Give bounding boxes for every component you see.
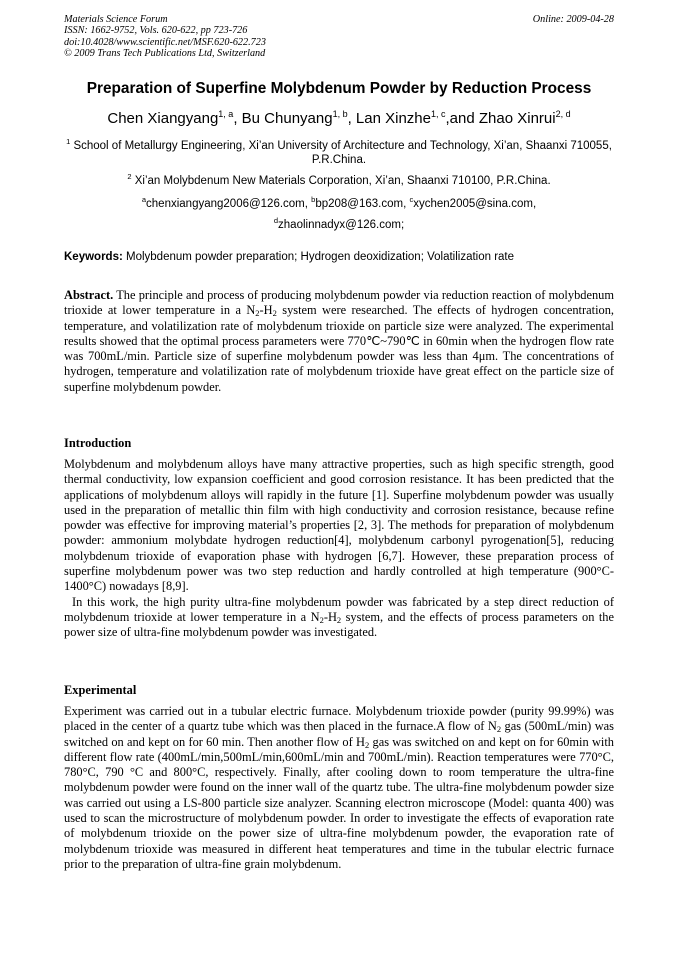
affiliation-2	[64, 174, 614, 188]
email-address: chenxiangyang2006@126.com,	[146, 198, 312, 210]
paragraph-text: system, and the effects of process parameters on the power size of ultra-fine molybdenum powder was investigated.	[64, 609, 614, 640]
email-line-2	[64, 218, 614, 232]
keywords	[64, 251, 614, 263]
affiliation-1	[64, 139, 614, 168]
author-sep: ,and	[445, 110, 479, 127]
subscript: 2	[496, 724, 502, 735]
email-sup: c	[409, 195, 414, 204]
subscript: 2	[255, 308, 260, 319]
paragraph-text: Experiment was carried out in a tubular electric furnace. Molybdenum trioxide powder (purity 99.99%) was placed in the center of a quartz tube which was then placed in the furnace.A flow of N	[64, 704, 614, 734]
keywords-text: Molybdenum powder preparation; Hydrogen deoxidization; Volatilization rate	[122, 251, 515, 263]
author-name: Bu Chunyang	[241, 110, 333, 127]
paragraph: Molybdenum and molybdenum alloys have many attractive properties, such as high specific strength, good thermal conductivity, low expansion coefficient and good corrosion resistance. It has been predicted that the applications of molybdenum alloys will rapidly in the future [1]. Superfine molybdenum powder was usually used in the preparation of metallic thin film with high conductivity and corrosion resistance, because refine powder was effective for improving material’s properties [2, 3]. The methods for preparation of molybdenum powder: ammonium molybdate hydrogen reduction[4], molybdenum carbonyl pyrogenation[5], reducing molybdenum trioxide of evaporation phase with hydrogen [6,7]. However, these preparation process of superfine molybdenum power was two step reduction and hardly controlled at high temperature (900°C-1400°C) nowadays [8,9].	[64, 457, 614, 594]
journal-name: Materials Science Forum	[64, 14, 168, 25]
section-heading-experimental: Experimental	[64, 683, 137, 697]
abstract-text: The principle and process of producing molybdenum powder via reduction reaction of molybdenum trioxide at lower temperature in a N	[64, 288, 614, 318]
abstract	[64, 288, 614, 395]
subscript: 2	[336, 614, 342, 625]
experimental-body	[64, 704, 614, 872]
copyright-line: © 2009 Trans Tech Publications Ltd, Switzerland	[64, 48, 266, 60]
email-address: xychen2005@sina.com,	[413, 198, 537, 210]
paragraph	[64, 704, 614, 872]
subscript: 2	[319, 614, 324, 625]
doi-line: doi:10.4028/www.scientific.net/MSF.620-622.723	[64, 36, 266, 48]
author-sep: ,	[233, 110, 242, 127]
introduction-body	[64, 457, 614, 641]
paragraph-text: gas was switched on and kept on for 60min with different flow rate (400mL/min,500mL/min,600mL/min and 700mL/min). Reaction temperatures were 770°C, 780°C, 790 °C and 800°C, respectively. Finally, after cooling down to room temperature the ultra-fine molybdenum powder were found on the inner wall of the quartz tube. The ultra-fine molybdenum powder size was carried out using a LS-800 particle size analyzer. Scanning electron microscope (Model: quanta 400) was used to scan the microstructure of molybdenum powder. In order to investigate the effects of evaporation rate of molybdenum trioxide on the power size of ultra-fine molybdenum powder, the evaporation rate of molybdenum trioxide was measured in different heat temperatures and time in the tubular electric furnace prior to the preparation of ultra-fine grain molybdenum.	[64, 734, 614, 871]
paragraph-text: In this work, the high purity ultra-fine molybdenum powder was fabricated by a step direct reduction of molybdenum trioxide at lower temperature in a N	[64, 594, 614, 624]
author-sup: 2, d	[555, 109, 571, 119]
paragraph-text: -H	[323, 609, 337, 624]
author-sup: 1, b	[332, 109, 348, 119]
affiliation-sup: 1	[66, 137, 71, 146]
journal-header	[64, 14, 266, 60]
author-sup: 1, a	[218, 109, 234, 119]
email-sup: a	[141, 195, 147, 204]
affiliation-text: Xi’an Molybdenum New Materials Corporation, Xi’an, Shaanxi 710100, P.R.China.	[134, 175, 551, 187]
email-sup: b	[311, 195, 316, 204]
abstract-text: -H	[259, 303, 273, 318]
email-sup: d	[273, 216, 279, 225]
paragraph-text: gas (500mL/min) was switched on and kept on for 60 min. Then another flow of H	[64, 719, 614, 749]
email-address: bp208@163.com,	[315, 198, 410, 210]
affiliation-sup: 2	[127, 172, 132, 181]
email-address: zhaolinnadyx@126.com;	[278, 219, 405, 231]
email-line-1	[64, 197, 614, 211]
section-heading-introduction: Introduction	[64, 436, 132, 450]
affiliation-text: School of Metallurgy Engineering, Xi’an University of Architecture and Technology, Xi’an, Shaanxi 710055, P.R.China.	[73, 140, 612, 167]
issn-line: ISSN: 1662-9752, Vols. 620-622, pp 723-726	[64, 25, 248, 37]
abstract-label: Abstract.	[64, 288, 114, 302]
author-sep: ,	[347, 110, 356, 127]
paragraph	[64, 595, 614, 641]
author-list	[40, 110, 638, 127]
author-name: Zhao Xinrui	[478, 110, 556, 127]
author-name: Lan Xinzhe	[355, 110, 431, 127]
abstract-text: system were researched. The effects of hydrogen concentration, temperature, and volatilization rate of molybdenum trioxide on particle size were analyzed. The experimental results showed that the optimal process parameters were 770℃~790℃ in 60min when the hydrogen flow rate was 700mL/min. Particle size of superfine molybdenum powder was less than 4μm. The concentrations of hydrogen, temperature and volatilization rate of molybdenum trioxide have great effect on the particle size of superfine molybdenum powder.	[64, 303, 615, 394]
keywords-label: Keywords:	[64, 251, 123, 263]
paper-title: Preparation of Superfine Molybdenum Powder by Reduction Process	[86, 80, 592, 97]
author-sup: 1, c	[430, 109, 446, 119]
online-date: Online: 2009-04-28	[532, 14, 614, 25]
author-name: Chen Xiangyang	[107, 110, 219, 127]
subscript: 2	[364, 739, 370, 750]
subscript: 2	[272, 308, 277, 319]
